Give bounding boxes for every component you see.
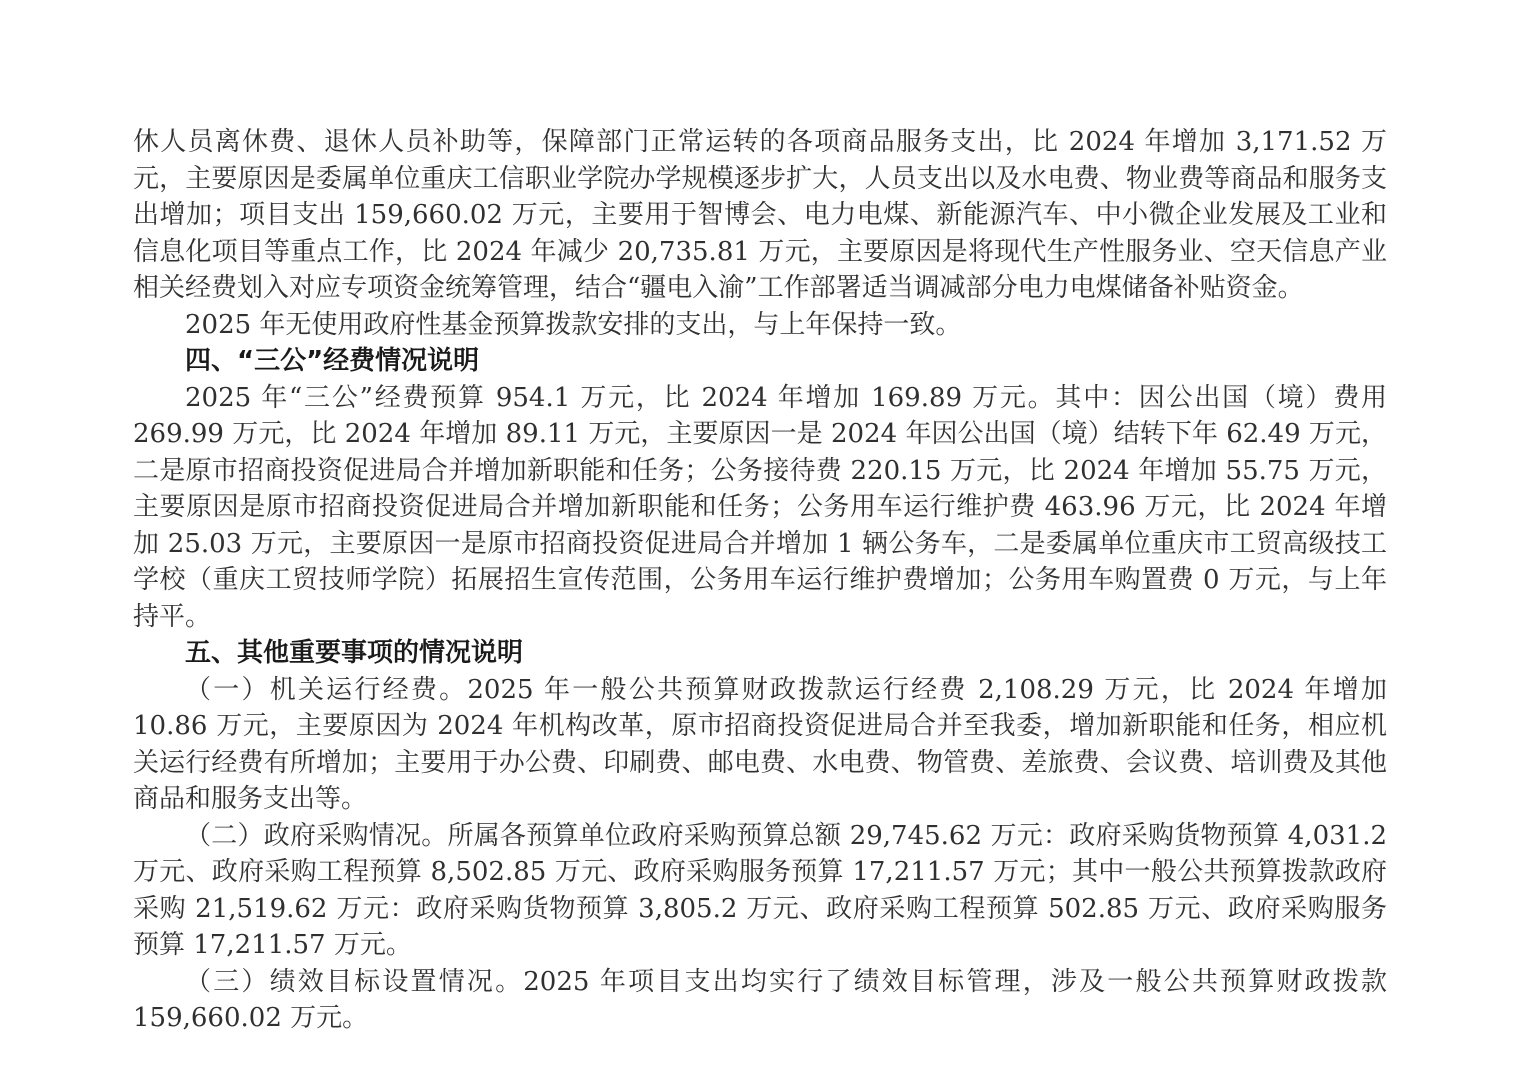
paragraph-agency-operating-funds: （一）机关运行经费。2025 年一般公共预算财政拨款运行经费 2,108.29 万元，比 2024 年增加 10.86 万元，主要原因为 2024 年机构改革，原市招商投资促进局合并至我委，增加新职能和任务，相应机关运行经费有所增加；主要用于办公费、印刷费、邮电费、水电费、物管费、差旅费、会议费、培训费及其他商品和服务支出等。 — [133, 674, 1387, 814]
paragraph-three-public-expenses-detail: 2025 年“三公”经费预算 954.1 万元，比 2024 年增加 169.89 万元。其中：因公出国（境）费用 269.99 万元，比 2024 年增加 89.11 万元，主要原因一是 2024 年因公出国（境）结转下年 62.49 万元，二是原市招商投资促进局合并增加新职能和任务；公务接待费 220.15 万元，比 2024 年增加 55.75 万元，主要原因是原市招商投资促进局合并增加新职能和任务；公务用车运行维护费 463.96 万元，比 2024 年增加 25.03 万元，主要原因一是原市招商投资促进局合并增加 1 辆公务车，二是委属单位重庆市工贸高级技工学校（重庆工贸技师学院）拓展招生宣传范围，公务用车运行维护费增加；公务用车购置费 0 万元，与上年持平。 — [133, 382, 1387, 632]
paragraph-general-public-budget-expenditure: 休人员离休费、退休人员补助等，保障部门正常运转的各项商品服务支出，比 2024 年增加 3,171.52 万元，主要原因是委属单位重庆工信职业学院办学规模逐步扩大，人员支出以及水电费、物业费等商品和服务支出增加；项目支出 159,660.02 万元，主要用于智博会、电力电煤、新能源汽车、中小微企业发展及工业和信息化项目等重点工作，比 2024 年减少 20,735.81 万元，主要原因是将现代生产性服务业、空天信息产业相关经费划入对应专项资金统筹管理，结合“疆电入渝”工作部署适当调减部分电力电煤储备补贴资金。 — [133, 127, 1387, 303]
paragraph-performance-target-setting: （三）绩效目标设置情况。2025 年项目支出均实行了绩效目标管理，涉及一般公共预算财政拨款 159,660.02 万元。 — [133, 966, 1387, 1033]
document-text-block — [133, 124, 1387, 1037]
paragraph-government-fund-budget: 2025 年无使用政府性基金预算拨款安排的支出，与上年保持一致。 — [185, 309, 962, 340]
section-heading-four-three-public-expenses: 四、“三公”经费情况说明 — [185, 346, 480, 376]
section-heading-five-other-important-matters: 五、其他重要事项的情况说明 — [185, 638, 524, 668]
paragraph-government-procurement: （二）政府采购情况。所属各预算单位政府采购预算总额 29,745.62 万元：政府采购货物预算 4,031.2 万元、政府采购工程预算 8,502.85 万元、政府采购服务预算 17,211.57 万元；其中一般公共预算拨款政府采购 21,519.62 万元：政府采购货物预算 3,805.2 万元、政府采购工程预算 502.85 万元、政府采购服务预算 17,211.57 万元。 — [133, 820, 1387, 960]
